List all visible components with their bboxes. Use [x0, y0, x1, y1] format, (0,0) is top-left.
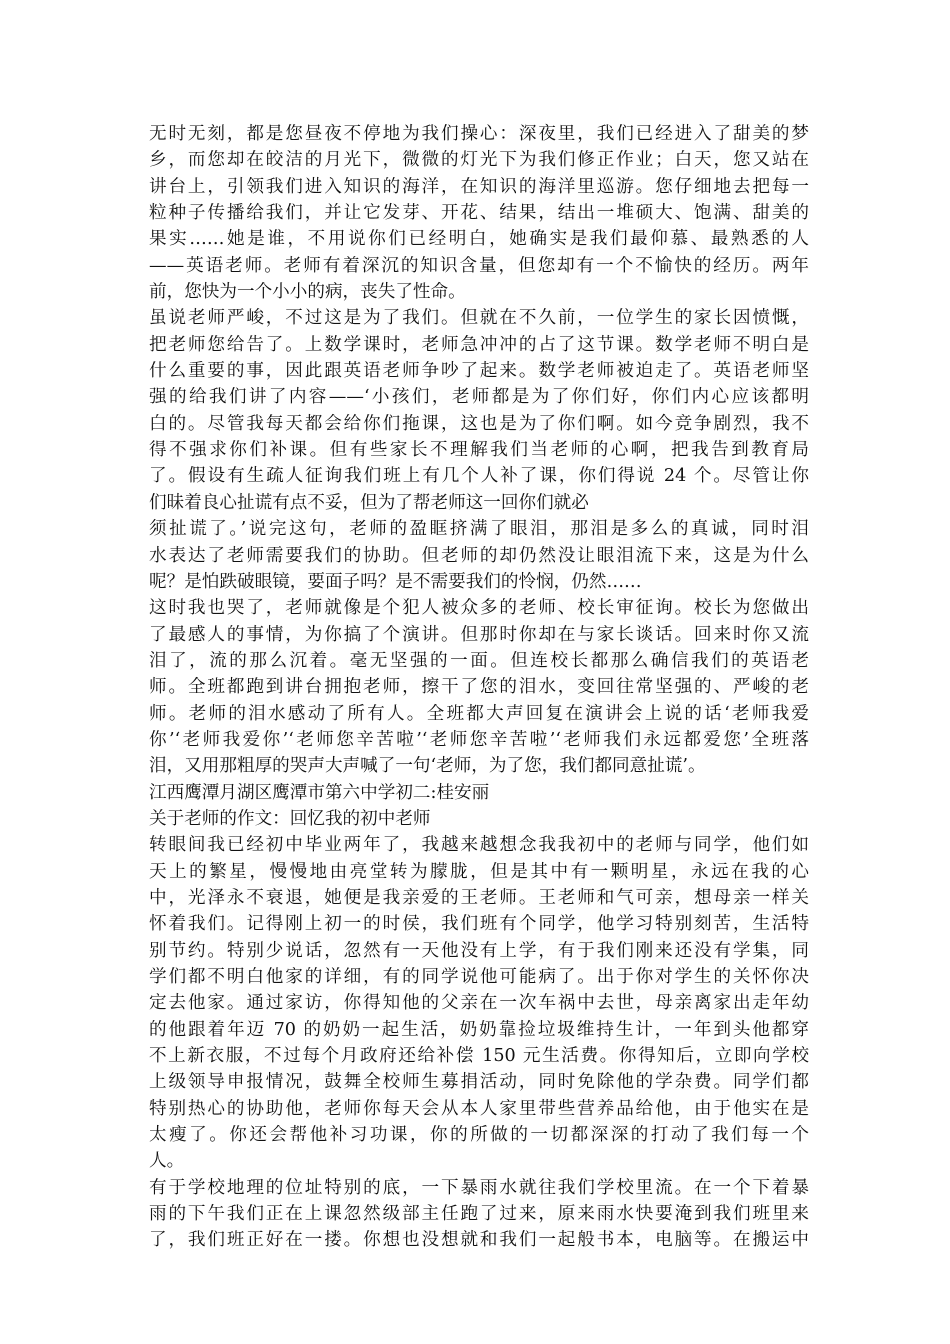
text-line: 把老师您给告了。上数学课时，老师急冲冲的占了这节课。数学老师不明白是 — [149, 334, 809, 355]
text-line: 水表达了老师需要我们的协助。但老师的却仍然没让眼泪流下来，这是为什么 — [149, 545, 809, 566]
text-line: 果实……她是谁，不用说你们已经明白，她确实是我们最仰慕、最熟悉的人 — [149, 229, 809, 250]
text-line: 师。老师的泪水感动了所有人。全班都大声回复在演讲会上说的话‘老师我爱 — [149, 703, 809, 724]
text-line: 前，您快为一个小小的病，丧失了性命。 — [149, 282, 466, 303]
text-line: ——英语老师。老师有着深沉的知识含量，但您却有一个不愉快的经历。两年 — [149, 255, 809, 276]
text-line: 天上的繁星，慢慢地由亮堂转为朦胧，但是其中有一颗明星，永远在我的心 — [149, 861, 809, 882]
text-line: 特别热心的协助他，老师你每天会从本人家里带些营养品给他，由于他实在是 — [149, 1098, 809, 1119]
text-line: 太瘦了。你还会帮他补习功课，你的所做的一切都深深的打动了我们每一个 — [149, 1125, 809, 1146]
text-line: 了。假设有生疏人征询我们班上有几个人补了课，你们得说 24 个。尽管让你 — [149, 466, 809, 487]
text-line: 须扯谎了。’说完这句，老师的盈眶挤满了眼泪，那泪是多么的真诚，同时泪 — [149, 519, 809, 540]
text-line: 了最感人的事情，为你搞了个演讲。但那时你却在与家长谈话。回来时你又流 — [149, 624, 809, 645]
text-line: 讲台上，引领我们进入知识的海洋，在知识的海洋里巡游。您仔细地去把每一 — [149, 176, 809, 197]
text-line: 得不强求你们补课。但有些家长不理解我们当老师的心啊，把我告到教育局 — [149, 440, 809, 461]
text-line: 泪，又用那粗厚的哭声大声喊了一句‘老师，为了您，我们都同意扯谎’。 — [149, 756, 706, 777]
text-line: 转眼间我已经初中毕业两年了，我越来越想念我我初中的老师与同学，他们如 — [149, 835, 809, 856]
text-line: 了，我们班正好在一搂。你想也没想就和我们一起般书本，电脑等。在搬运中 — [149, 1230, 809, 1251]
text-line: 呢？是怕跌破眼镜，要面子吗？是不需要我们的怜悯，仍然…… — [149, 571, 642, 592]
text-line: 粒种子传播给我们，并让它发芽、开花、结果，结出一堆硕大、饱满、甜美的 — [149, 203, 809, 224]
text-line: 人。 — [149, 1151, 185, 1172]
text-line: 们昧着良心扯谎有点不妥，但为了帮老师这一回你们就必 — [149, 492, 589, 513]
text-line: 有于学校地理的位址特别的底，一下暴雨水就往我们学校里流。在一个下着暴 — [149, 1177, 809, 1198]
text-line: 你’‘老师我爱你’‘老师您辛苦啦’‘老师您辛苦啦’‘老师我们永远都爱您’全班落 — [149, 729, 809, 750]
text-line: 江西鹰潭月湖区鹰潭市第六中学初二:桂安丽 — [149, 782, 490, 803]
text-line: 师。全班都跑到讲台拥抱老师，擦干了您的泪水，变回往常坚强的、严峻的老 — [149, 677, 809, 698]
text-line: 白的。尽管我每天都会给你们拖课，这也是为了你们啊。如今竞争剧烈，我不 — [149, 413, 809, 434]
text-line: 无时无刻，都是您昼夜不停地为我们操心：深夜里，我们已经进入了甜美的梦 — [149, 124, 809, 144]
document-page — [149, 121, 809, 1254]
text-line: 怀着我们。记得刚上初一的时侯，我们班有个同学，他学习特别刻苦，生活特 — [149, 914, 809, 935]
text-line: 别节约。特别少说话，忽然有一天他没有上学，有于我们刚来还没有学集，同 — [149, 940, 809, 961]
text-line: 泪了，流的那么沉着。毫无坚强的一面。但连校长都那么确信我们的英语老 — [149, 650, 809, 671]
text-line: 上级领导申报情况，鼓舞全校师生募捐活动，同时免除他的学杂费。同学们都 — [149, 1072, 809, 1093]
text-line: 的他跟着年迈 70 的奶奶一起生活，奶奶靠捡垃圾维持生计，一年到头他都穿 — [149, 1019, 809, 1040]
text-line: 乡，而您却在皎洁的月光下，微微的灯光下为我们修正作业；白天，您又站在 — [149, 150, 809, 171]
text-line: 虽说老师严峻，不过这是为了我们。但就在不久前，一位学生的家长因愤慨， — [149, 308, 809, 329]
text-line: 关于老师的作文：回忆我的初中老师 — [149, 808, 431, 829]
text-line: 定去他家。通过家访，你得知他的父亲在一次车祸中去世，母亲离家出走年幼 — [149, 993, 809, 1014]
text-line: 学们都不明白他家的详细，有的同学说他可能病了。出于你对学生的关怀你决 — [149, 967, 809, 987]
text-line: 这时我也哭了，老师就像是个犯人被众多的老师、校长审征询。校长为您做出 — [149, 598, 809, 619]
text-line: 强的给我们讲了内容——‘小孩们，老师都是为了你们好，你们内心应该都明 — [149, 387, 809, 408]
text-line: 雨的下午我们正在上课忽然级部主任跑了过来，原来雨水快要淹到我们班里来 — [149, 1204, 809, 1225]
text-line: 什么重要的事，因此跟英语老师争吵了起来。数学老师被迫走了。英语老师坚 — [149, 361, 809, 382]
text-line: 中，光泽永不衰退，她便是我亲爱的王老师。王老师和气可亲，想母亲一样关 — [149, 887, 809, 908]
text-line: 不上新衣服，不过每个月政府还给补偿 150 元生活费。你得知后，立即向学校 — [149, 1046, 809, 1067]
